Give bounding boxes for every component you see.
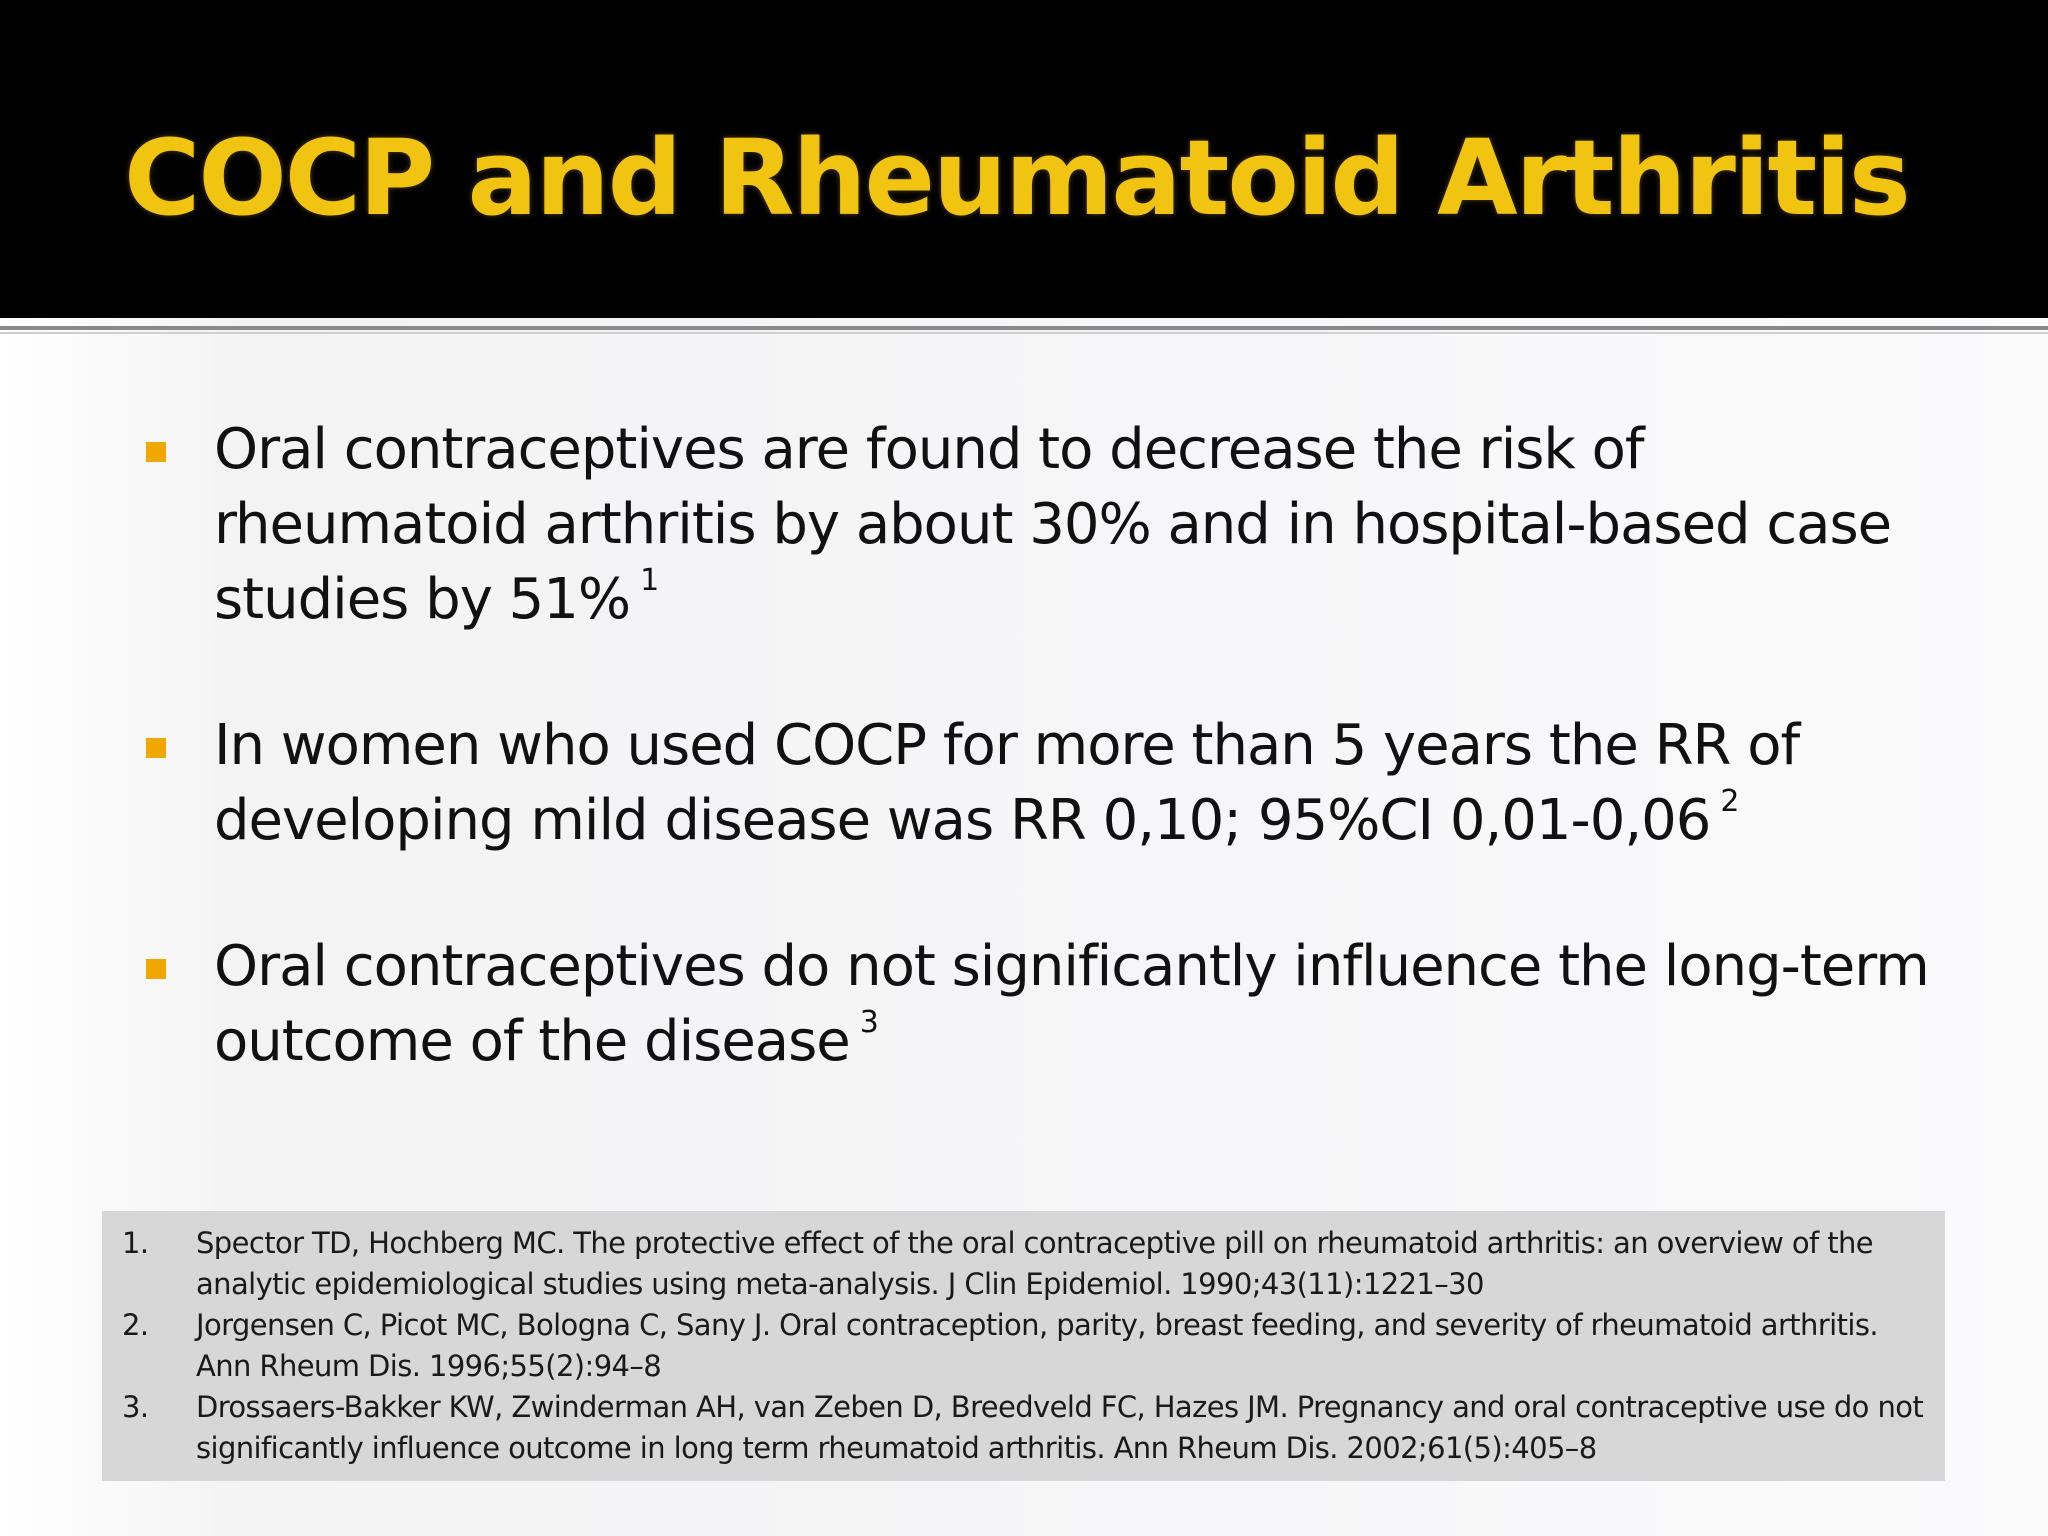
references-box [102,1211,1945,1481]
square-bullet-icon [146,738,166,758]
citation-marker: 1 [640,563,659,598]
bullet-item [140,929,1940,1079]
bullet-list [140,412,1940,1079]
reference-number: 1. [122,1226,149,1260]
title-bar [0,0,2048,318]
reference-item [122,1223,1925,1305]
square-bullet-icon [146,442,166,462]
title-divider [0,326,2048,330]
reference-item [122,1387,1925,1469]
reference-text: Jorgensen C, Picot MC, Bologna C, Sany J. Oral contraception, parity, breast feeding, and severity of rheumatoid arthritis. Ann Rheum Dis. 1996;55(2):94–8 [196,1308,1878,1383]
square-bullet-icon [146,959,166,979]
citation-marker: 3 [859,1005,878,1040]
bullet-item [140,708,1940,858]
reference-text: Drossaers-Bakker KW, Zwinderman AH, van Zeben D, Breedveld FC, Hazes JM. Pregnancy and oral contraceptive use do not significantly influence outcome in long term rheumatoid arthritis. Ann Rheum Dis. 2002;61(5):405–8 [196,1390,1924,1465]
reference-text: Spector TD, Hochberg MC. The protective effect of the oral contraceptive pill on rheumatoid arthritis: an overview of the analytic epidemiological studies using meta-analysis. J Clin Epidemiol. 1990;43(11):1221–30 [196,1226,1874,1301]
citation-marker: 2 [1720,784,1739,819]
title-divider-highlight [0,332,2048,334]
reference-number: 3. [122,1390,149,1424]
reference-list [122,1223,1925,1469]
reference-number: 2. [122,1308,149,1342]
reference-item [122,1305,1925,1387]
bullet-text: Oral contraceptives do not significantly influence the long-term outcome of the disease [214,934,1929,1074]
slide-title: COCP and Rheumatoid Arthritis [124,117,1909,239]
bullet-item [140,412,1940,637]
bullet-text: Oral contraceptives are found to decrease the risk of rheumatoid arthritis by about 30% and in hospital-based case studies by 51% [214,417,1892,632]
bullet-text: In women who used COCP for more than 5 years the RR of developing mild disease was RR 0,10; 95%CI 0,01-0,06 [214,713,1800,853]
